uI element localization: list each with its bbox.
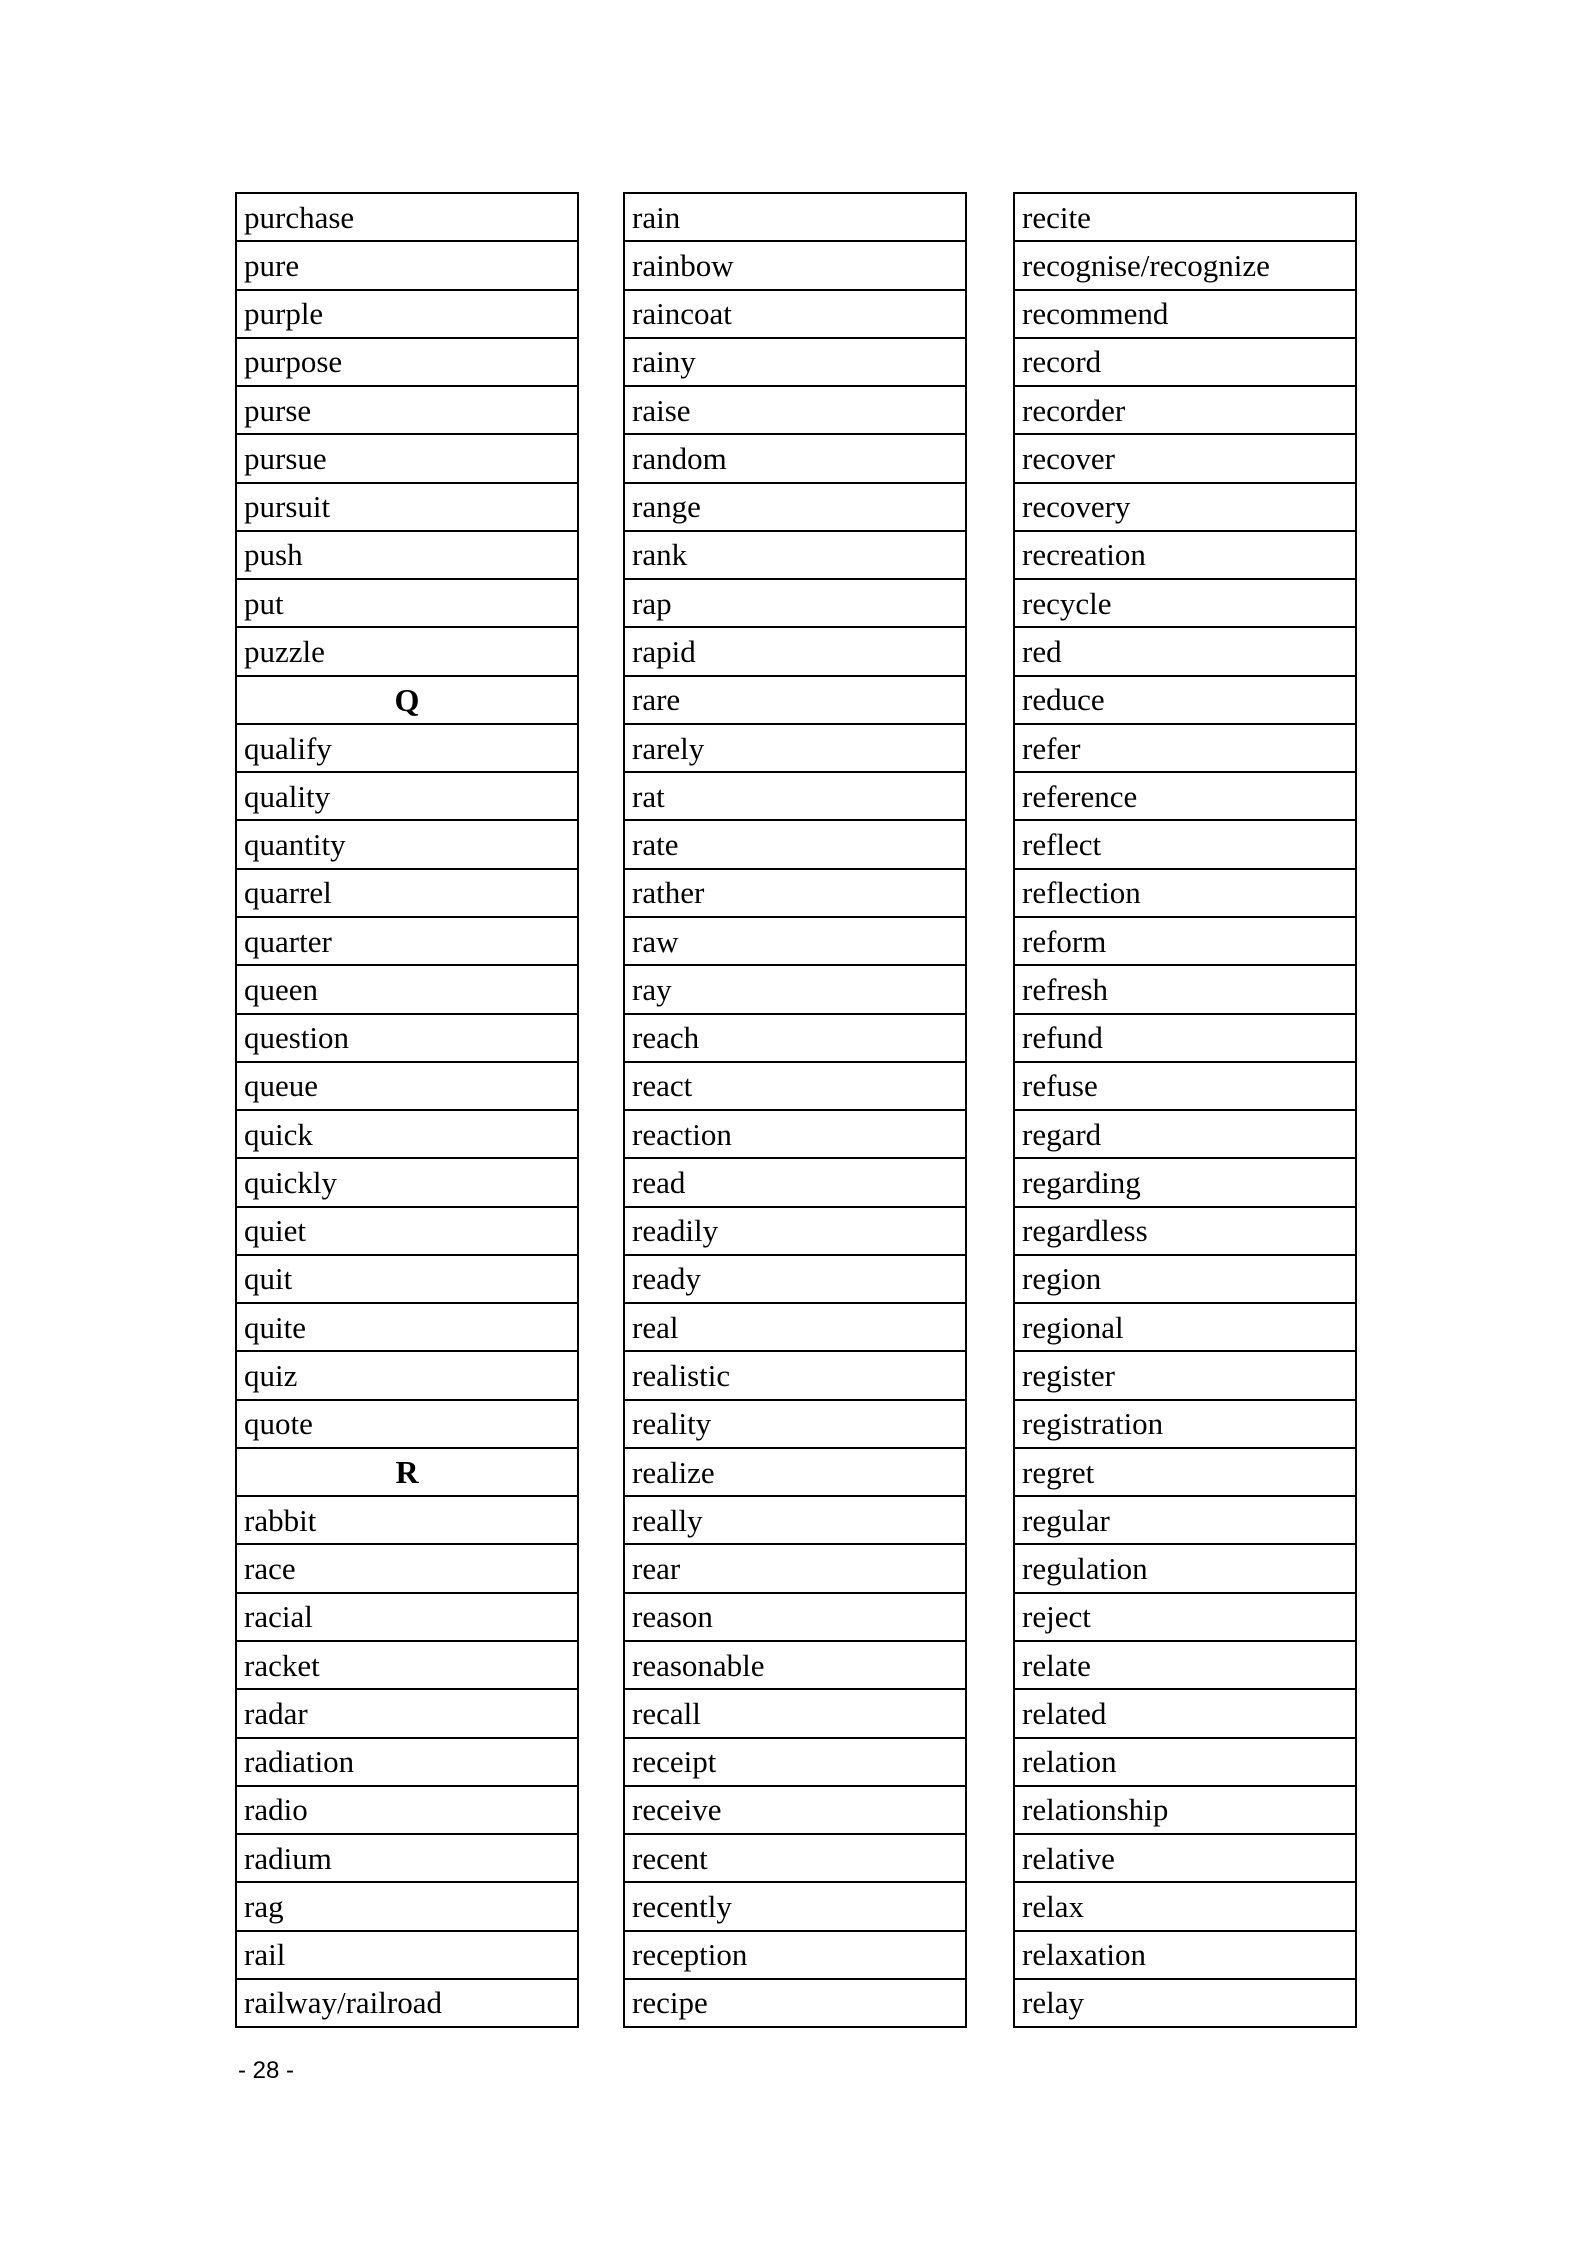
word-cell: pursue bbox=[237, 435, 577, 483]
word-table-2 bbox=[623, 192, 967, 2028]
word-cell: recite bbox=[1015, 194, 1355, 242]
word-cell: quickly bbox=[237, 1159, 577, 1207]
word-cell: reduce bbox=[1015, 677, 1355, 725]
word-cell: relate bbox=[1015, 1642, 1355, 1690]
word-cell: reception bbox=[625, 1932, 965, 1980]
word-cell: register bbox=[1015, 1352, 1355, 1400]
word-cell: real bbox=[625, 1304, 965, 1352]
word-cell: rainy bbox=[625, 339, 965, 387]
word-cell: regarding bbox=[1015, 1159, 1355, 1207]
word-cell: reality bbox=[625, 1401, 965, 1449]
word-cell: recognise/recognize bbox=[1015, 242, 1355, 290]
word-cell: record bbox=[1015, 339, 1355, 387]
word-cell: regular bbox=[1015, 1497, 1355, 1545]
word-cell: purse bbox=[237, 387, 577, 435]
word-cell: refund bbox=[1015, 1015, 1355, 1063]
word-cell: rainbow bbox=[625, 242, 965, 290]
word-cell: rap bbox=[625, 580, 965, 628]
word-cell: quality bbox=[237, 773, 577, 821]
word-cell: regard bbox=[1015, 1111, 1355, 1159]
word-cell: reaction bbox=[625, 1111, 965, 1159]
section-header-r: R bbox=[237, 1449, 577, 1497]
word-cell: red bbox=[1015, 628, 1355, 676]
word-cell: reach bbox=[625, 1015, 965, 1063]
word-cell: reference bbox=[1015, 773, 1355, 821]
word-cell: radium bbox=[237, 1835, 577, 1883]
word-cell: raincoat bbox=[625, 291, 965, 339]
word-cell: regardless bbox=[1015, 1208, 1355, 1256]
word-cell: recovery bbox=[1015, 484, 1355, 532]
word-cell: rear bbox=[625, 1545, 965, 1593]
word-cell: rate bbox=[625, 821, 965, 869]
word-cell: rabbit bbox=[237, 1497, 577, 1545]
word-cell: relationship bbox=[1015, 1787, 1355, 1835]
word-cell: queen bbox=[237, 966, 577, 1014]
word-cell: refer bbox=[1015, 725, 1355, 773]
word-cell: realistic bbox=[625, 1352, 965, 1400]
word-cell: purchase bbox=[237, 194, 577, 242]
word-cell: recorder bbox=[1015, 387, 1355, 435]
word-cell: read bbox=[625, 1159, 965, 1207]
word-table-1 bbox=[235, 192, 579, 2028]
word-cell: railway/railroad bbox=[244, 1985, 442, 2021]
word-cell: receipt bbox=[625, 1739, 965, 1787]
word-cell: random bbox=[625, 435, 965, 483]
word-cell: quiz bbox=[237, 1352, 577, 1400]
word-cell: relay bbox=[1022, 1985, 1084, 2021]
word-cell: recreation bbox=[1015, 532, 1355, 580]
word-cell: puzzle bbox=[237, 628, 577, 676]
word-cell: radiation bbox=[237, 1739, 577, 1787]
word-cell: qualify bbox=[237, 725, 577, 773]
word-cell: registration bbox=[1015, 1401, 1355, 1449]
word-cell: reasonable bbox=[625, 1642, 965, 1690]
word-cell: recent bbox=[625, 1835, 965, 1883]
word-cell: refresh bbox=[1015, 966, 1355, 1014]
word-cell: ready bbox=[625, 1256, 965, 1304]
word-cell: reform bbox=[1015, 918, 1355, 966]
word-cell: reflection bbox=[1015, 870, 1355, 918]
word-cell: realize bbox=[625, 1449, 965, 1497]
word-cell: recipe bbox=[632, 1985, 708, 2021]
word-cell: quote bbox=[237, 1401, 577, 1449]
word-cell: region bbox=[1015, 1256, 1355, 1304]
word-cell: refuse bbox=[1015, 1063, 1355, 1111]
word-cell: radio bbox=[237, 1787, 577, 1835]
word-cell: quite bbox=[237, 1304, 577, 1352]
word-cell: rare bbox=[625, 677, 965, 725]
word-cell: put bbox=[237, 580, 577, 628]
word-cell: pure bbox=[237, 242, 577, 290]
word-cell: purpose bbox=[237, 339, 577, 387]
word-cell: related bbox=[1015, 1690, 1355, 1738]
word-cell: quit bbox=[237, 1256, 577, 1304]
word-cell: regional bbox=[1015, 1304, 1355, 1352]
word-cell: recycle bbox=[1015, 580, 1355, 628]
word-cell: really bbox=[625, 1497, 965, 1545]
word-cell: raw bbox=[625, 918, 965, 966]
word-cell: relax bbox=[1015, 1883, 1355, 1931]
word-cell: relaxation bbox=[1015, 1932, 1355, 1980]
word-cell: question bbox=[237, 1015, 577, 1063]
word-cell: rat bbox=[625, 773, 965, 821]
word-cell: relation bbox=[1015, 1739, 1355, 1787]
word-cell: rail bbox=[237, 1932, 577, 1980]
word-cell: react bbox=[625, 1063, 965, 1111]
word-cell: rarely bbox=[625, 725, 965, 773]
word-cell: rather bbox=[625, 870, 965, 918]
word-cell: quantity bbox=[237, 821, 577, 869]
word-cell: recover bbox=[1015, 435, 1355, 483]
word-cell: push bbox=[237, 532, 577, 580]
word-cell: racket bbox=[237, 1642, 577, 1690]
section-header-q: Q bbox=[237, 677, 577, 725]
word-table-3 bbox=[1013, 192, 1357, 2028]
word-cell: rag bbox=[237, 1883, 577, 1931]
word-cell: relative bbox=[1015, 1835, 1355, 1883]
word-cell: recently bbox=[625, 1883, 965, 1931]
word-cell: rain bbox=[625, 194, 965, 242]
word-cell: reason bbox=[625, 1594, 965, 1642]
word-cell: pursuit bbox=[237, 484, 577, 532]
word-cell: regulation bbox=[1015, 1545, 1355, 1593]
word-cell: recommend bbox=[1015, 291, 1355, 339]
word-cell: quarrel bbox=[237, 870, 577, 918]
word-cell: ray bbox=[625, 966, 965, 1014]
word-cell: recall bbox=[625, 1690, 965, 1738]
word-cell: regret bbox=[1015, 1449, 1355, 1497]
word-cell: readily bbox=[625, 1208, 965, 1256]
word-cell: quick bbox=[237, 1111, 577, 1159]
word-cell: reject bbox=[1015, 1594, 1355, 1642]
word-cell: rapid bbox=[625, 628, 965, 676]
word-cell: raise bbox=[625, 387, 965, 435]
word-cell: race bbox=[237, 1545, 577, 1593]
word-cell: racial bbox=[237, 1594, 577, 1642]
word-cell: quarter bbox=[237, 918, 577, 966]
word-cell: reflect bbox=[1015, 821, 1355, 869]
word-cell: radar bbox=[237, 1690, 577, 1738]
word-cell: quiet bbox=[237, 1208, 577, 1256]
word-cell: rank bbox=[625, 532, 965, 580]
word-cell: receive bbox=[625, 1787, 965, 1835]
word-cell: queue bbox=[237, 1063, 577, 1111]
page-number: - 28 - bbox=[238, 2057, 295, 2084]
word-cell: range bbox=[625, 484, 965, 532]
word-cell: purple bbox=[237, 291, 577, 339]
